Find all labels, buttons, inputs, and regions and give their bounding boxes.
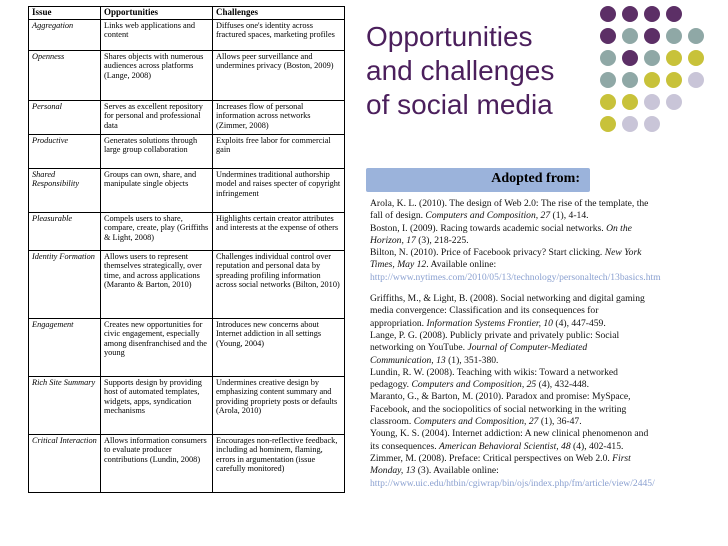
challenge-cell: Undermines traditional authorship model and raises specter of copyright infringement (213, 168, 345, 212)
opportunities-challenges-table (28, 6, 345, 493)
slide-title (366, 20, 626, 122)
dot-icon (644, 94, 660, 110)
title-line-3: of social media (366, 89, 553, 120)
dot-icon (666, 6, 682, 22)
dot-icon (600, 50, 616, 66)
opportunity-cell: Shares objects with numerous audiences across platforms (Lange, 2008) (101, 50, 213, 100)
table-header-row (29, 7, 345, 20)
reference-line: Lundin, R. W. (2008). Teaching with wikis: Toward a networked (370, 366, 618, 378)
opportunity-cell: Allows information consumers to evaluate producer contributions (Lundin, 2008) (101, 434, 213, 492)
issue-cell: Identity Formation (29, 250, 101, 318)
dot-icon (666, 50, 682, 66)
issue-cell: Aggregation (29, 19, 101, 50)
opportunity-cell: Groups can own, share, and manipulate single objects (101, 168, 213, 212)
dot-icon (644, 28, 660, 44)
reference-line: Griffiths, M., & Light, B. (2008). Social networking and digital gaming (370, 293, 645, 305)
dot-icon (622, 94, 638, 110)
dot-icon (644, 6, 660, 22)
header-issue: Issue (29, 7, 101, 20)
reference-line: Communication, 13 (1), 351-380. (370, 354, 499, 366)
reference-line: appropriation. Information Systems Frontier, 10 (4), 447-459. (370, 317, 606, 329)
issue-cell: Pleasurable (29, 212, 101, 250)
dot-icon (666, 72, 682, 88)
references-list (370, 198, 688, 538)
reference-line: pedagogy. Computers and Composition, 25 (4), 432-448. (370, 379, 589, 391)
reference-line: Maranto, G., & Barton, M. (2010). Paradox and promise: MySpace, (370, 391, 631, 403)
uic-link[interactable]: http://www.uic.edu/htbin/cgiwrap/bin/ojs/index.php/fm/article/view/2445/ (370, 477, 655, 489)
table-row (29, 212, 345, 250)
reference-link[interactable] (370, 478, 688, 490)
challenge-cell: Diffuses one's identity across fractured spaces, marketing profiles (213, 19, 345, 50)
table-row (29, 250, 345, 318)
reference-line: Boston, I. (2009). Racing towards academic social networks. On the (370, 222, 632, 234)
reference-line: Monday, 13 (3). Available online: (370, 465, 499, 477)
issue-cell: Productive (29, 134, 101, 168)
reference-line: media convergence: Classification and its consequences for (370, 305, 599, 317)
dot-icon (666, 94, 682, 110)
dot-icon (644, 72, 660, 88)
nytimes-link[interactable]: http://www.nytimes.com/2010/05/13/technology/personaltech/13basics.htm (370, 271, 661, 283)
challenge-cell: Allows peer surveillance and undermines privacy (Boston, 2009) (213, 50, 345, 100)
title-line-1: Opportunities (366, 21, 533, 52)
opportunity-cell: Serves as excellent repository for personal and professional data (101, 100, 213, 134)
challenge-cell: Encourages non-reflective feedback, including ad hominem, flaming, errors in argumentation (issue carefully monitored) (213, 434, 345, 492)
reference-line: Lange, P. G. (2008). Publicly private and privately public: Social (370, 329, 620, 341)
reference-line: Facebook, and the sociopolitics of social networking in the writing (370, 403, 627, 415)
issue-cell: Critical Interaction (29, 434, 101, 492)
opportunity-cell: Links web applications and content (101, 19, 213, 50)
opportunity-cell: Generates solutions through large group collaboration (101, 134, 213, 168)
dot-icon (622, 6, 638, 22)
opportunity-cell: Compels users to share, compare, create, play (Griffiths & Light, 2008) (101, 212, 213, 250)
challenge-cell: Increases flow of personal information across networks (Zimmer, 2008) (213, 100, 345, 134)
challenge-cell: Introduces new concerns about Internet addiction in all settings (Young, 2004) (213, 318, 345, 376)
dot-icon (622, 28, 638, 44)
challenge-cell: Highlights certain creator attributes and interests at the expense of others (213, 212, 345, 250)
reference-line: classroom. Computers and Composition, 27 (1), 36-47. (370, 416, 582, 428)
table-row (29, 318, 345, 376)
dot-icon (600, 116, 616, 132)
adopted-from-label: Adopted from: (491, 171, 580, 186)
dot-icon (688, 50, 704, 66)
dot-icon (600, 94, 616, 110)
reference-line: fall of design. Computers and Composition, 27 (1), 4-14. (370, 210, 589, 222)
dot-icon (666, 28, 682, 44)
reference-line: networking on YouTube. Journal of Computer-Mediated (370, 342, 588, 354)
reference-line: Zimmer, M. (2008). Preface: Critical perspectives on Web 2.0. First (370, 452, 631, 464)
dot-icon (644, 50, 660, 66)
issue-cell: Personal (29, 100, 101, 134)
issue-cell: Rich Site Summary (29, 376, 101, 434)
challenge-cell: Exploits free labor for commercial gain (213, 134, 345, 168)
comparison-table-container (28, 6, 346, 534)
table-row (29, 134, 345, 168)
reference-link[interactable] (370, 272, 688, 284)
dot-icon (622, 72, 638, 88)
reference-line: its consequences. American Behavioral Scientist, 48 (4), 402-415. (370, 440, 624, 452)
table-row (29, 168, 345, 212)
reference-line: Bilton, N. (2010). Price of Facebook privacy? Start clicking. New York (370, 247, 642, 259)
challenge-cell: Challenges individual control over reputation and personal data by spreading profiling information across social networks (Bilton, 2010) (213, 250, 345, 318)
dot-icon (644, 116, 660, 132)
title-line-2: and challenges (366, 55, 555, 86)
table-row (29, 434, 345, 492)
opportunity-cell: Creates new opportunities for civic engagement, especially among disenfranchised and the young (101, 318, 213, 376)
table-row (29, 376, 345, 434)
dot-icon (622, 50, 638, 66)
table-row (29, 50, 345, 100)
table-row (29, 19, 345, 50)
dot-icon (600, 28, 616, 44)
challenge-cell: Undermines creative design by emphasizing content summary and providing propriety posts or defaults (Arola, 2010) (213, 376, 345, 434)
header-opportunities: Opportunities (101, 7, 213, 20)
dot-icon (600, 72, 616, 88)
dot-icon (600, 6, 616, 22)
header-challenges: Challenges (213, 7, 345, 20)
dot-icon (688, 28, 704, 44)
issue-cell: Engagement (29, 318, 101, 376)
issue-cell: Openness (29, 50, 101, 100)
reference-line: Times, May 12. Available online: (370, 259, 497, 271)
reference-line: Arola, K. L. (2010). The design of Web 2.0: The rise of the template, the (370, 198, 649, 209)
reference-line: Horizon, 17 (3), 218-225. (370, 234, 469, 246)
opportunity-cell: Supports design by providing host of automated templates, widgets, apps, syndication mechanisms (101, 376, 213, 434)
adopted-from-banner (366, 168, 590, 192)
dot-icon (688, 72, 704, 88)
dot-icon (622, 116, 638, 132)
table-row (29, 100, 345, 134)
reference-line: Young, K. S. (2004). Internet addiction: A new clinical phenomenon and (370, 428, 649, 440)
issue-cell: Shared Responsibility (29, 168, 101, 212)
opportunity-cell: Allows users to represent themselves strategically, over time, and across applications (Maranto & Barton, 2010) (101, 250, 213, 318)
